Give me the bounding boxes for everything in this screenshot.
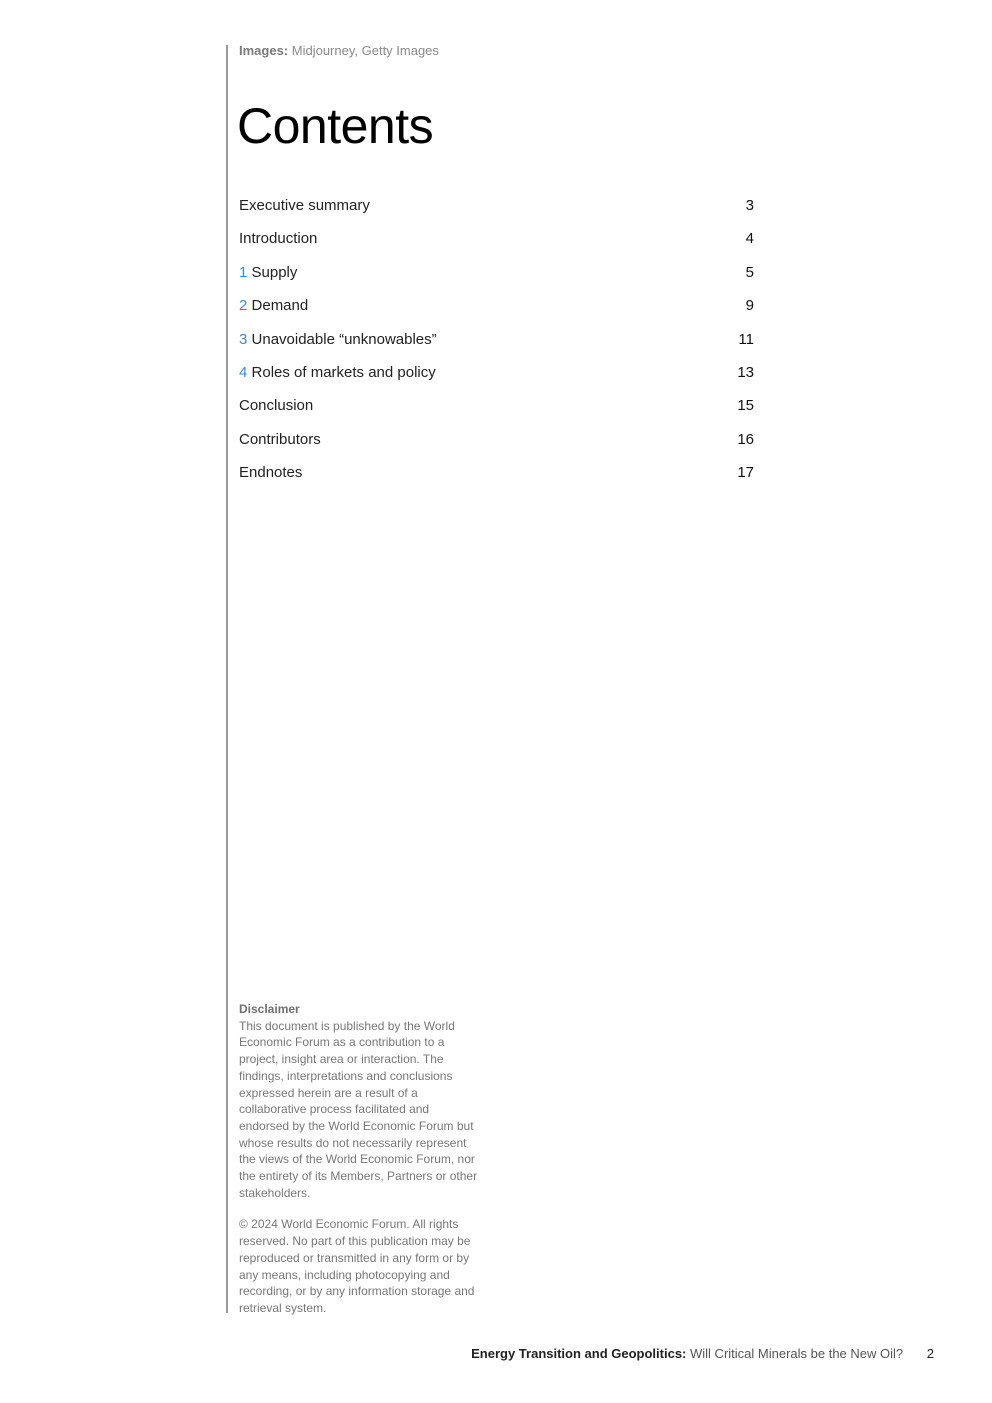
toc-item-page: 11 [738, 330, 754, 348]
toc-item-demand[interactable] [239, 289, 754, 322]
footer-page-number: 2 [926, 1346, 934, 1361]
copyright-notice: © 2024 World Economic Forum. All rights reserved. No part of this publication may be reproduced or transmitted in any form or by any means, including photocopying and recording, or by any information storage and retrieval system. [239, 1217, 475, 1315]
toc-item-conclusion[interactable] [239, 389, 754, 422]
toc-item-page: 5 [745, 263, 754, 281]
toc-item-number: 4 [239, 363, 248, 381]
toc-item-label[interactable]: Endnotes [239, 464, 303, 482]
image-credits-label: Images: [239, 43, 289, 58]
toc-item-number: 2 [239, 297, 248, 315]
toc-item-page: 13 [737, 363, 754, 381]
toc-item-label[interactable]: Unavoidable “unknowables” [251, 330, 437, 348]
toc-item-page: 4 [745, 230, 754, 248]
toc-item-supply[interactable] [239, 256, 754, 289]
page-footer [471, 1346, 934, 1361]
toc-item-label[interactable]: Demand [251, 297, 309, 315]
toc-item-label[interactable]: Conclusion [239, 397, 314, 415]
toc-item-page: 3 [745, 197, 754, 214]
toc-item-label[interactable]: Executive summary [239, 197, 370, 214]
footer-title-bold: Energy Transition and Geopolitics: [471, 1346, 687, 1361]
toc-item-label[interactable]: Contributors [239, 430, 321, 448]
disclaimer-body: This document is published by the World Economic Forum as a contribution to a project, insight area or interaction. The findings, interpretations and conclusions expressed herein are a result of a collaborative process facilitated and endorsed by the World Economic Forum but whose results do not necessarily represent the views of the World Economic Forum, nor the entirety of its Members, Partners or other stakeholders. [239, 1018, 478, 1200]
toc-item-executive-summary[interactable] [239, 189, 754, 222]
toc-item-page: 9 [745, 297, 754, 315]
toc-item-page: 17 [737, 464, 754, 482]
toc-item-page: 15 [737, 397, 754, 415]
toc-item-label[interactable]: Roles of markets and policy [251, 363, 436, 381]
toc-item-unavoidable-unknowables[interactable] [239, 323, 754, 356]
table-of-contents [239, 189, 754, 490]
footer-title-rest: Will Critical Minerals be the New Oil? [690, 1346, 904, 1361]
left-margin-rule [226, 45, 228, 1313]
toc-item-introduction[interactable] [239, 222, 754, 255]
toc-item-page: 16 [737, 430, 754, 448]
disclaimer-heading: Disclaimer [239, 1002, 300, 1016]
disclaimer-block [239, 1001, 479, 1317]
image-credits [239, 43, 439, 58]
image-credits-value: Midjourney, Getty Images [291, 43, 439, 58]
page-title: Contents [237, 98, 434, 154]
toc-item-number: 3 [239, 330, 248, 348]
toc-item-contributors[interactable] [239, 423, 754, 456]
toc-item-label[interactable]: Supply [251, 263, 298, 281]
toc-item-roles-of-markets-and-policy[interactable] [239, 356, 754, 389]
toc-item-number: 1 [239, 263, 248, 281]
toc-item-endnotes[interactable] [239, 456, 754, 489]
toc-item-label[interactable]: Introduction [239, 230, 318, 248]
